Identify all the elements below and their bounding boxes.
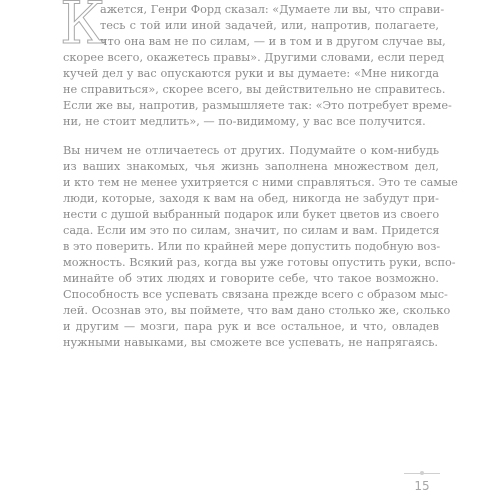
- ornament-dot: [420, 471, 424, 475]
- paragraph2-line: нужными навыками, вы сможете все успевать, не напрягаясь.: [63, 336, 439, 349]
- paragraph2-line: сада. Если им это по силам, значит, по силам и вам. Придется: [63, 224, 440, 237]
- paragraph2-line: люди, которые, заходя к вам на обед, никогда не забудут при-: [63, 192, 439, 205]
- paragraph2-line: лей. Осознав это, вы поймете, что вам дано столько же, сколько: [63, 304, 451, 317]
- paragraph1-line: ажется, Генри Форд сказал: «Думаете ли вы, что справи-: [100, 3, 445, 16]
- paragraph2-line: из ваших знакомых, чья жизнь заполнена множеством дел,: [63, 160, 439, 173]
- paragraph2-line: и другим — мозги, пара рук и все остальное, и что, овладев: [63, 320, 439, 333]
- paragraph2-line: Способность все успевать связана прежде всего с образом мыс-: [63, 288, 448, 301]
- paragraph2-line: и кто тем не менее ухитряется с ними справляться. Это те самые: [63, 176, 458, 189]
- drop-cap: К: [60, 0, 105, 57]
- page-number: 15: [414, 479, 430, 493]
- paragraph2-line: можность. Всякий раз, когда вы уже готовы опустить руки, вспо-: [63, 256, 456, 269]
- paragraph1-line: что она вам не по силам, — и в том и в другом случае вы,: [100, 35, 446, 48]
- paragraph2-line: нести с душой выбранный подарок или букет цветов из своего: [63, 208, 440, 221]
- paragraph2-line: Вы ничем не отличаетесь от других. Подумайте о ком-нибудь: [63, 144, 439, 157]
- paragraph1-line: тесь с той или иной задачей, или, напротив, полагаете,: [100, 19, 439, 32]
- footer-ornament: [404, 472, 440, 476]
- paragraph1-line: не справиться», скорее всего, вы действительно не справитесь.: [63, 83, 446, 96]
- paragraph1-line: скорее всего, окажетесь правы». Другими словами, если перед: [63, 51, 444, 64]
- paragraph1-line: ни, не стоит медлить», — по-видимому, у вас все получится.: [63, 115, 426, 128]
- paragraph1-line: Если же вы, напротив, размышляете так: «Это потребует време-: [63, 99, 452, 112]
- paragraph1-line: кучей дел у вас опускаются руки и вы думаете: «Мне никогда: [63, 67, 439, 80]
- paragraph2-line: минайте об этих людях и говорите себе, что такое возможно.: [63, 272, 439, 285]
- paragraph2-line: в это поверить. Или по крайней мере допустить подобную воз-: [63, 240, 441, 253]
